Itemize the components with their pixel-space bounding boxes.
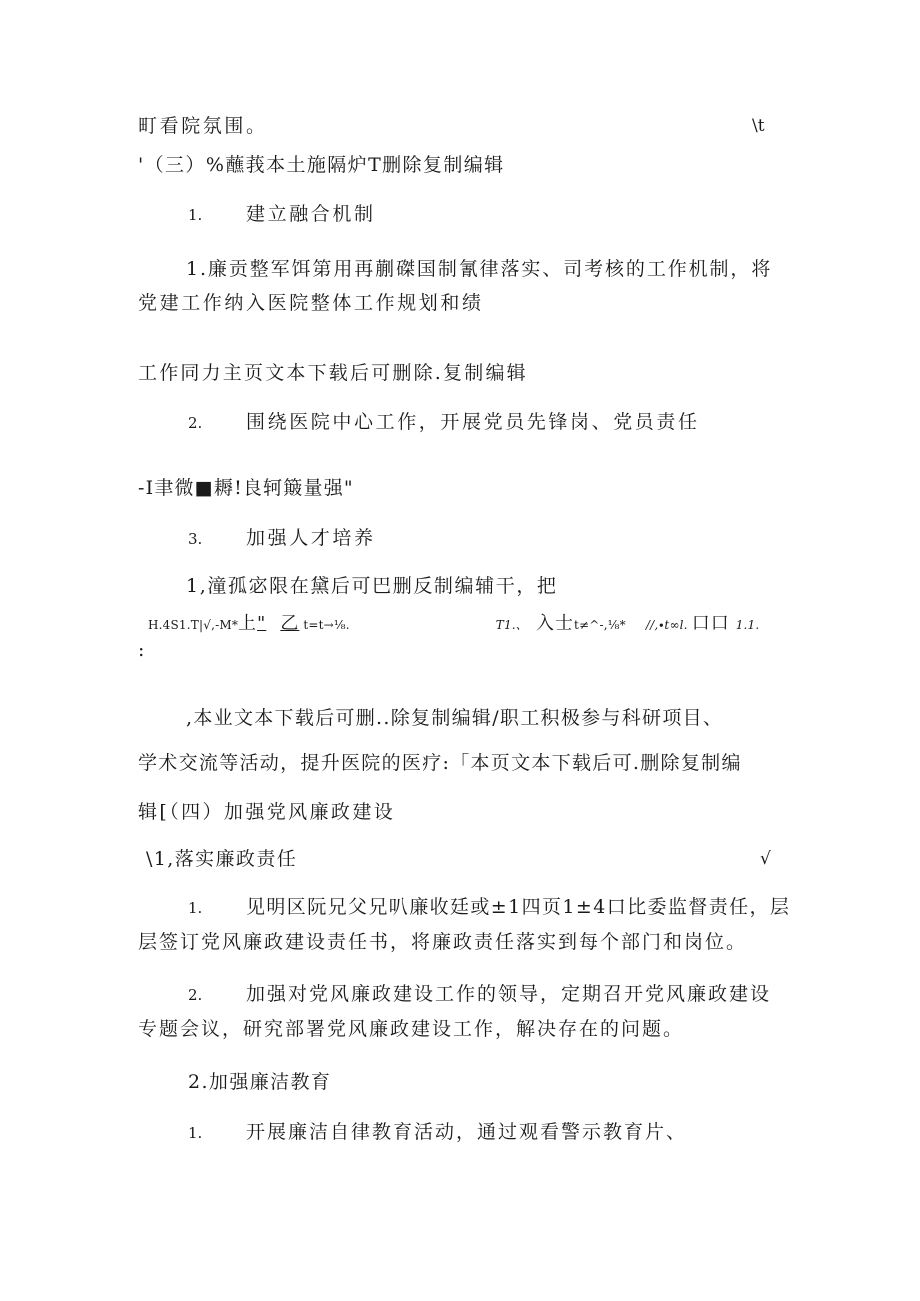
ocr-fragment: 上	[238, 613, 258, 634]
numbered-item	[188, 410, 700, 435]
numbered-item	[188, 895, 790, 920]
item-text: 见明区阮兄父兄叭廉收廷或±1四页1±4口比委监督责任，层	[246, 896, 791, 918]
section-heading: 辑[（四）加强党风廉政建设	[138, 801, 396, 823]
item-number: 1.	[188, 899, 203, 917]
item-number: 1.	[188, 206, 203, 224]
ocr-fragment: T1.、	[495, 618, 528, 632]
numbered-item	[188, 202, 376, 227]
item-number: 2.	[188, 986, 203, 1004]
paragraph-line: 1.廉贡整军饵第用再蒯磔国制氰律落实、司考核的工作机制，将	[186, 258, 773, 280]
item-text: 加强人才培养	[246, 527, 376, 549]
ocr-fragment: t≠^-,⅛*	[574, 618, 626, 632]
paragraph-line: 层签订党风廉政建设责任书，将廉政责任落实到每个部门和岗位。	[138, 931, 748, 953]
item-text: 开展廉洁自律教育活动，通过观看警示教育片、	[246, 1121, 688, 1143]
paragraph-line: 学术交流等活动，提升医院的医疗:「本页文本下载后可.删除复制编	[138, 752, 742, 774]
paragraph-line: ,本业文本下载后可删..除复制编辑/职工积极参与科研项目、	[186, 707, 724, 729]
stray-mark: :	[138, 639, 148, 661]
subsection-heading: 2.加强廉洁教育	[188, 1071, 332, 1093]
ocr-fragment: 1.1.	[735, 618, 760, 632]
item-text: 围绕医院中心工作，开展党员先锋岗、党员责任	[246, 411, 700, 433]
paragraph-line: 党建工作纳入医院整体工作规划和绩	[138, 292, 484, 314]
ocr-fragment: t=t→⅛.	[303, 618, 350, 632]
item-number: 2.	[188, 414, 203, 432]
ocr-fragment: "	[257, 613, 267, 634]
check-mark: √	[760, 849, 771, 869]
subsection-heading: \1,落实廉政责任	[146, 848, 298, 870]
paragraph-line: 1,潼孤宓限在黛后可巴删反制编辅干，把	[186, 575, 558, 597]
garbled-line: -I聿微■耨!良轲簸量强"	[138, 477, 354, 499]
section-heading: '（三）%蘸莪本土施隔炉T删除复制编辑	[138, 154, 505, 176]
ocr-fragment: 乙	[280, 613, 300, 634]
item-text: 建立融合机制	[246, 203, 376, 225]
item-number: 1.	[188, 1124, 203, 1142]
text-line	[138, 114, 268, 138]
ocr-fragment: 口口	[691, 613, 730, 634]
ocr-fragment: 入士	[536, 613, 574, 634]
ocr-fragment: H.4S1.T|√,-M*	[148, 618, 239, 632]
ocr-fragment: //,∙t∞l.	[645, 618, 688, 632]
margin-mark: \t	[752, 116, 765, 136]
numbered-item	[188, 982, 771, 1007]
numbered-item	[188, 526, 376, 551]
garbled-ocr-line	[148, 611, 759, 637]
paragraph-line: 专题会议，研究部署党风廉政建设工作，解决存在的问题。	[138, 1018, 685, 1040]
item-text: 加强对党风廉政建设工作的领导，定期召开党风廉政建设	[246, 983, 772, 1005]
numbered-item	[188, 1120, 687, 1145]
line-text: 町看院氛围。	[138, 115, 268, 137]
paragraph-line: 工作同力主页文本下载后可删除.复制编辑	[138, 362, 528, 384]
item-number: 3.	[188, 530, 203, 548]
